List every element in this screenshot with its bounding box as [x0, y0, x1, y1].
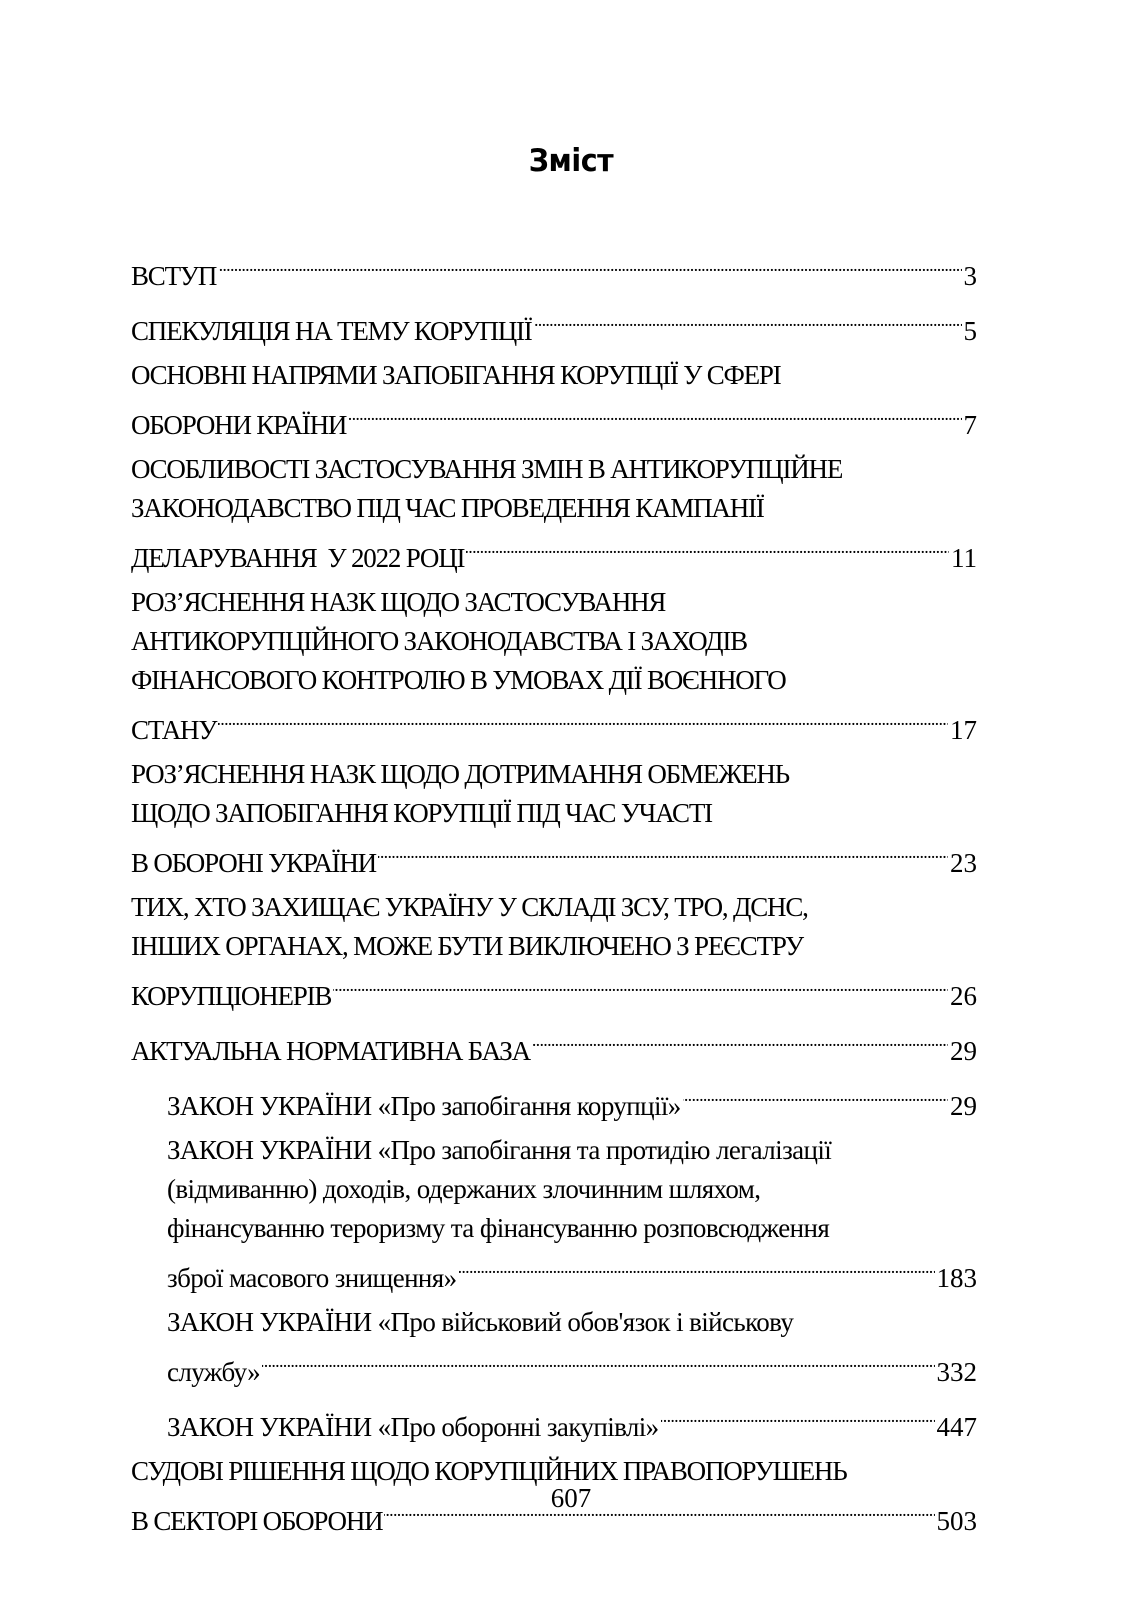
toc-entry[interactable] [131, 583, 977, 750]
toc-page-number: 7 [963, 410, 977, 440]
toc-entry[interactable] [131, 301, 977, 351]
dot-leader [683, 1076, 948, 1115]
toc-entry-title: ДЕЛАРУВАННЯ У 2022 РОЦІ [131, 543, 465, 573]
page-number: 607 [550, 1483, 592, 1513]
toc-entry-title: ЗАКОН УКРАЇНИ «Про запобігання корупції» [167, 1091, 681, 1121]
dot-leader [333, 966, 948, 1005]
dot-leader [661, 1397, 935, 1436]
dot-leader [466, 528, 949, 567]
toc-entry-title: службу» [167, 1357, 261, 1387]
dot-leader [534, 301, 962, 340]
page-title: Зміст [528, 143, 614, 179]
toc-entry[interactable] [131, 755, 977, 883]
toc-entry-title: ОБОРОНИ КРАЇНИ [131, 410, 347, 440]
toc-entry[interactable] [131, 450, 977, 578]
toc-subentry[interactable] [131, 1303, 977, 1392]
toc-page-number: 332 [936, 1357, 977, 1387]
toc-entry-title-line: фінансуванню тероризму та фінансуванню розповсюдження [167, 1213, 830, 1243]
toc-entry-title: СТАНУ [131, 715, 217, 745]
dot-leader [378, 833, 948, 872]
toc-entry-title-line: СУДОВІ РІШЕННЯ ЩОДО КОРУПЦІЙНИХ ПРАВОПОРУШЕНЬ [131, 1456, 847, 1486]
toc-subentry[interactable] [131, 1397, 977, 1447]
toc-page-number: 5 [963, 316, 977, 346]
toc-entry-title: зброї масового знищення» [167, 1263, 457, 1293]
dot-leader [218, 700, 948, 739]
toc-subentry[interactable] [131, 1131, 977, 1298]
toc-entry-title-line: ОСОБЛИВОСТІ ЗАСТОСУВАННЯ ЗМІН В АНТИКОРУПЦІЙНЕ [131, 454, 843, 484]
dot-leader [348, 395, 961, 434]
toc-entry[interactable] [131, 246, 977, 296]
toc-page-number: 29 [950, 1036, 977, 1066]
toc-page-number: 503 [936, 1506, 977, 1536]
toc-entry-title-line: РОЗ’ЯСНЕННЯ НАЗК ЩОДО ДОТРИМАННЯ ОБМЕЖЕНЬ [131, 759, 789, 789]
toc-entry-title-line: ТИХ, ХТО ЗАХИЩАЄ УКРАЇНУ У СКЛАДІ ЗСУ, ТРО, ДСНС, [131, 892, 808, 922]
toc-entry-title-line: ФІНАНСОВОГО КОНТРОЛЮ В УМОВАХ ДІЇ ВОЄННОГО [131, 665, 786, 695]
toc-page-number: 183 [936, 1263, 977, 1293]
toc-entry-title: АКТУАЛЬНА НОРМАТИВНА БАЗА [131, 1036, 530, 1066]
toc-page-number: 26 [950, 981, 977, 1011]
table-of-contents [131, 246, 977, 1546]
toc-page-number: 29 [950, 1091, 977, 1121]
toc-entry[interactable] [131, 1021, 977, 1071]
toc-entry-title: СПЕКУЛЯЦІЯ НА ТЕМУ КОРУПЦІЇ [131, 316, 532, 346]
toc-entry-title-line: (відмиванню) доходів, одержаних злочинним шляхом, [167, 1174, 761, 1204]
toc-entry-title-line: ІНШИХ ОРГАНАХ, МОЖЕ БУТИ ВИКЛЮЧЕНО З РЕЄСТРУ [131, 931, 803, 961]
toc-entry[interactable] [131, 356, 977, 445]
toc-entry-title-line: ЗАКОНОДАВСТВО ПІД ЧАС ПРОВЕДЕННЯ КАМПАНІЇ [131, 493, 764, 523]
toc-page-number: 3 [963, 261, 977, 291]
dot-leader [459, 1248, 935, 1287]
toc-entry-title: В СЕКТОРІ ОБОРОНИ [131, 1506, 383, 1536]
toc-entry-title: КОРУПЦІОНЕРІВ [131, 981, 332, 1011]
toc-entry-title-line: ЗАКОН УКРАЇНИ «Про запобігання та протидію легалізації [167, 1135, 832, 1165]
toc-page-number: 11 [951, 543, 977, 573]
toc-entry-title: ЗАКОН УКРАЇНИ «Про оборонні закупівлі» [167, 1412, 659, 1442]
toc-page-number: 447 [936, 1412, 977, 1442]
toc-page-number: 17 [950, 715, 977, 745]
toc-entry-title-line: ЗАКОН УКРАЇНИ «Про військовий обов'язок і військову [167, 1307, 794, 1337]
toc-entry-title-line: ЩОДО ЗАПОБІГАННЯ КОРУПЦІЇ ПІД ЧАС УЧАСТІ [131, 798, 712, 828]
dot-leader [532, 1021, 948, 1060]
toc-entry-title-line: АНТИКОРУПЦІЙНОГО ЗАКОНОДАВСТВА І ЗАХОДІВ [131, 626, 747, 656]
toc-entry-title-line: РОЗ’ЯСНЕННЯ НАЗК ЩОДО ЗАСТОСУВАННЯ [131, 587, 666, 617]
toc-page-number: 23 [950, 848, 977, 878]
dot-leader [262, 1342, 934, 1381]
dot-leader [218, 246, 961, 285]
toc-entry-title-line: ОСНОВНІ НАПРЯМИ ЗАПОБІГАННЯ КОРУПЦІЇ У СФЕРІ [131, 360, 781, 390]
toc-entry[interactable] [131, 888, 977, 1016]
toc-entry-title: ВСТУП [131, 261, 217, 291]
toc-subentry[interactable] [131, 1076, 977, 1126]
toc-entry-title: В ОБОРОНІ УКРАЇНИ [131, 848, 376, 878]
